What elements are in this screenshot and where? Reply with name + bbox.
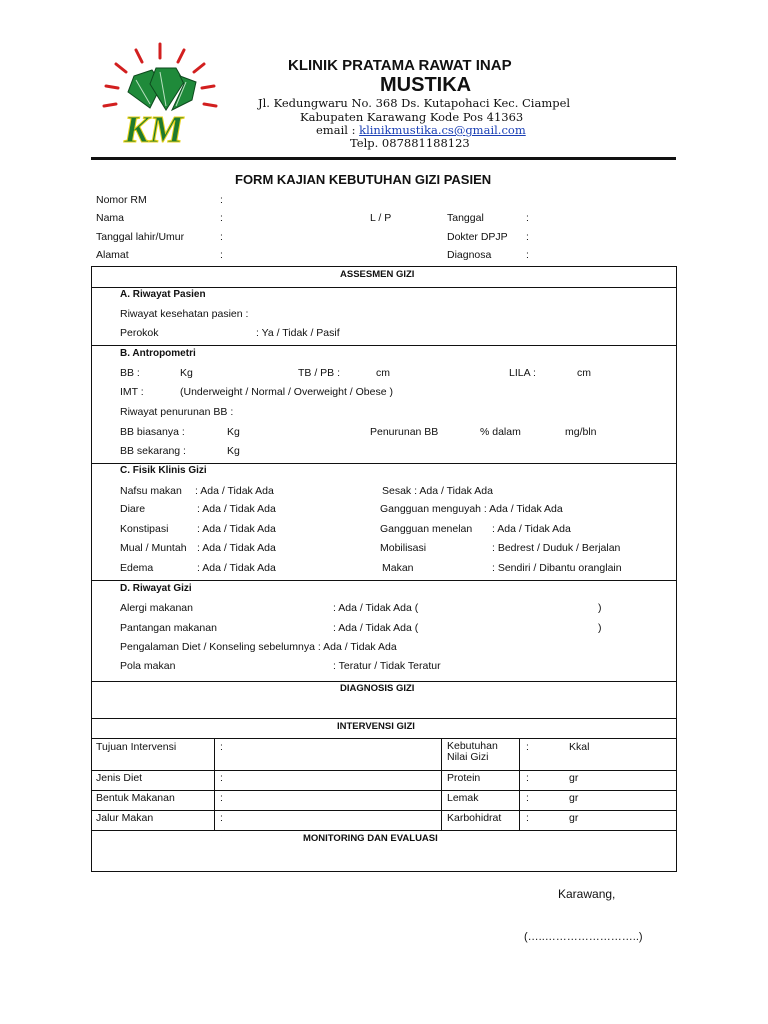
rule [91,345,677,346]
tb-label: TB / PB : [298,367,341,379]
email-label: email : [316,123,360,137]
colon: : [526,231,529,243]
colon: : [220,812,223,824]
colon: : [220,741,223,753]
bb-unit: Kg [180,367,193,379]
edema-label: Edema [120,562,154,574]
section-c-title: C. Fisik Klinis Gizi [120,465,207,476]
unit: gr [569,772,579,784]
perokok-options: : Ya / Tidak / Pasif [256,327,340,339]
pct-dalam: % dalam [480,426,521,438]
label-tgl-lahir: Tanggal lahir/Umur [96,231,185,243]
signature-name-line: (…..……………………..) [524,931,643,943]
mobilisasi-label: Mobilisasi [380,542,427,554]
riwayat-penurunan: Riwayat penurunan BB : [120,406,234,418]
intervensi-title: INTERVENSI GIZI [337,721,415,732]
menelan-options: : Ada / Tidak Ada [492,523,571,535]
label-dokter: Dokter DPJP [447,231,508,243]
unit: gr [569,812,579,824]
label-nomor-rm: Nomor RM [96,194,147,206]
clinic-address-1: Jl. Kedungwaru No. 368 Ds. Kutapohaci Kec. Ciampel [258,96,571,110]
vrule [519,738,520,830]
rule [91,718,677,719]
imt-label: IMT : [120,386,144,398]
clinic-name-line1: KLINIK PRATAMA RAWAT INAP [288,57,512,74]
header-divider [91,157,676,160]
mual-label: Mual / Muntah [120,542,187,554]
rule [91,830,677,831]
section-d-title: D. Riwayat Gizi [120,583,192,594]
logo-text: KM [124,109,184,151]
rule [91,580,677,581]
bb-sekarang: BB sekarang : [120,445,186,457]
bb-label: BB : [120,367,140,379]
rule [91,287,677,288]
pantangan-options: : Ada / Tidak Ada ( [333,622,419,634]
clinic-logo [100,40,220,155]
section-b-title: B. Antropometri [120,348,196,359]
monitoring-title: MONITORING DAN EVALUASI [303,833,438,844]
konstipasi-options: : Ada / Tidak Ada [197,523,276,535]
unit: gr [569,792,579,804]
label-alamat: Alamat [96,249,129,261]
alergi-label: Alergi makanan [120,602,193,614]
label-lp: L / P [370,212,392,224]
assesmen-title: ASSESMEN GIZI [340,269,415,280]
menguyah: Gangguan menguyah : Ada / Tidak Ada [380,503,563,515]
colon: : [526,212,529,224]
pantangan-label: Pantangan makanan [120,622,217,634]
colon: : [526,792,529,804]
unit: Kkal [569,741,590,753]
imt-options: (Underweight / Normal / Overweight / Obese ) [180,386,393,398]
intervensi-row-label: Jalur Makan [96,812,154,824]
bb-biasanya-unit: Kg [227,426,240,438]
makan-options: : Sendiri / Dibantu oranglain [492,562,622,574]
label-tanggal: Tanggal [447,212,484,224]
email-link[interactable]: klinikmustika.cs@gmail.com [359,123,526,137]
rule [91,810,677,811]
colon: : [220,772,223,784]
penurunan-bb: Penurunan BB [370,426,439,438]
lila-unit: cm [577,367,591,379]
pengalaman: Pengalaman Diet / Konseling sebelumnya : Ada / Tidak Ada [120,641,397,653]
colon: : [220,231,223,243]
intervensi-row-right-label: Protein [447,772,481,784]
tb-unit: cm [376,367,390,379]
colon: : [526,772,529,784]
clinic-name-line2: MUSTIKA [380,74,472,96]
intervensi-row-right-label: Kebutuhan Nilai Gizi [447,740,498,763]
label-nama: Nama [96,212,125,224]
signature-place: Karawang, [558,887,616,901]
rule [91,681,677,682]
colon: : [220,194,223,206]
konstipasi-label: Konstipasi [120,523,169,535]
section-a-title: A. Riwayat Pasien [120,289,206,300]
intervensi-row-label: Jenis Diet [96,772,143,784]
mobilisasi-options: : Bedrest / Duduk / Berjalan [492,542,621,554]
vrule [441,738,442,830]
form-title: FORM KAJIAN KEBUTUHAN GIZI PASIEN [235,172,492,187]
label-diagnosa: Diagnosa [447,249,492,261]
nafsu-options: : Ada / Tidak Ada [195,485,274,497]
diagnosis-title: DIAGNOSIS GIZI [340,683,415,694]
rule [91,770,677,771]
menelan-label: Gangguan menelan [380,523,473,535]
close-paren: ) [598,602,602,614]
alergi-options: : Ada / Tidak Ada ( [333,602,419,614]
pola-options: : Teratur / Tidak Teratur [333,660,441,672]
edema-options: : Ada / Tidak Ada [197,562,276,574]
nafsu-label: Nafsu makan [120,485,182,497]
colon: : [526,812,529,824]
clinic-phone: Telp. 087881188123 [350,136,470,150]
colon: : [220,212,223,224]
diare-options: : Ada / Tidak Ada [197,503,276,515]
lila-label: LILA : [509,367,536,379]
bb-biasanya: BB biasanya : [120,426,185,438]
riwayat-kesehatan: Riwayat kesehatan pasien : [120,308,249,320]
clinic-email [316,123,526,137]
colon: : [220,792,223,804]
perokok-label: Perokok [120,327,159,339]
makan-label: Makan [382,562,414,574]
close-paren: ) [598,622,602,634]
mgbln: mg/bln [565,426,597,438]
diare-label: Diare [120,503,146,515]
pola-label: Pola makan [120,660,176,672]
sesak: Sesak : Ada / Tidak Ada [382,485,493,497]
rule [91,463,677,464]
vrule [214,738,215,830]
intervensi-row-label: Tujuan Intervensi [96,741,177,753]
intervensi-row-right-label: Lemak [447,792,479,804]
bb-sekarang-unit: Kg [227,445,240,457]
rule [91,790,677,791]
colon: : [220,249,223,261]
intervensi-row-label: Bentuk Makanan [96,792,175,804]
clinic-address-2: Kabupaten Karawang Kode Pos 41363 [300,110,524,124]
colon: : [526,249,529,261]
intervensi-row-right-label: Karbohidrat [447,812,502,824]
mual-options: : Ada / Tidak Ada [197,542,276,554]
colon: : [526,741,529,753]
rule [91,738,677,739]
